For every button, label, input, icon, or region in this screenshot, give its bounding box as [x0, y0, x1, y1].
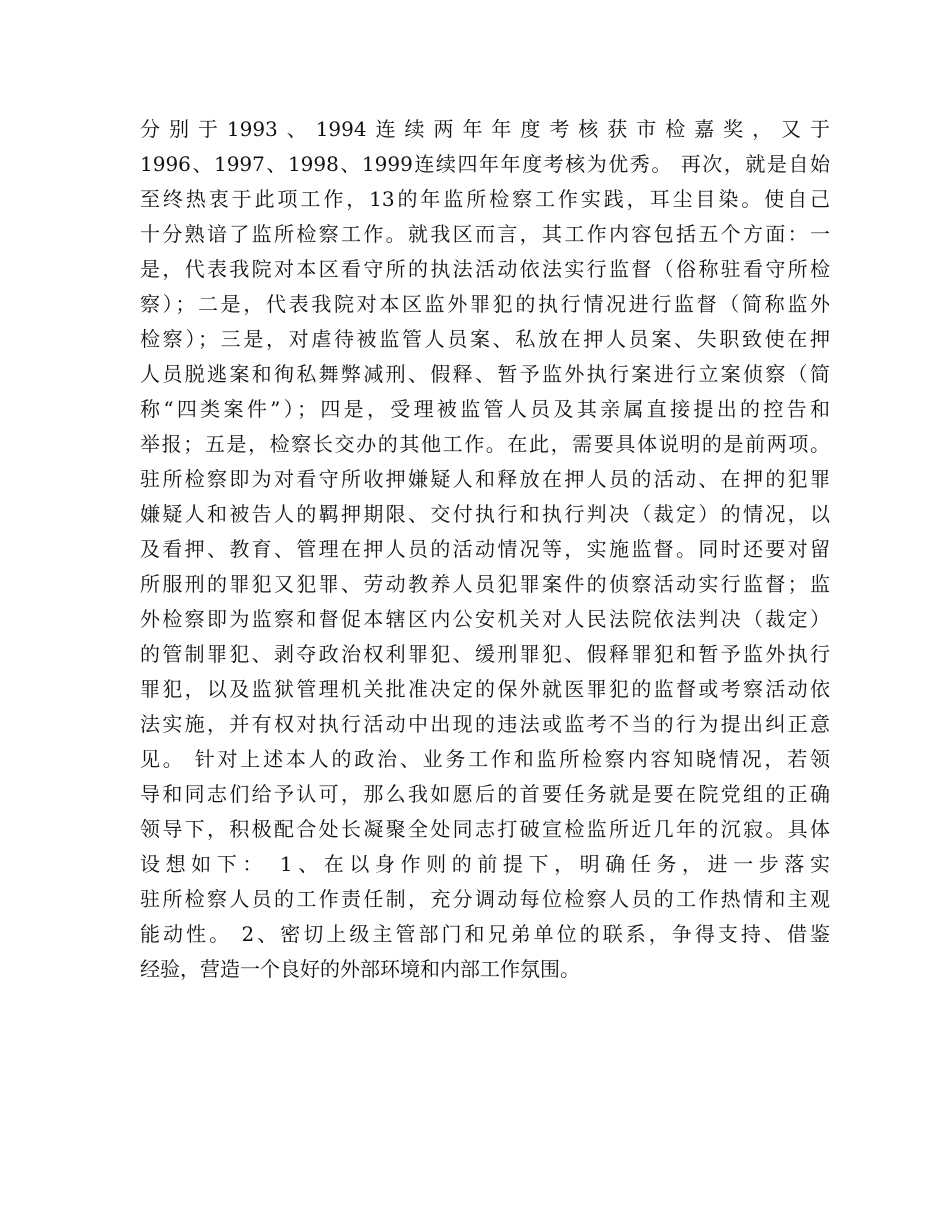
text-line: 是，代表我院对本区看守所的执法活动依法实行监督（俗称驻看守所检: [140, 257, 830, 281]
text-line: 罪犯，以及监狱管理机关批准决定的保外就医罪犯的监督或考察活动依: [140, 677, 830, 701]
text-line: 所服刑的罪犯又犯罪、劳动教养人员犯罪案件的侦察活动实行监督；监: [140, 572, 830, 596]
text-line: 举报；五是，检察长交办的其他工作。在此，需要具体说明的是前两项。: [140, 432, 830, 456]
text-line: 至终热衷于此项工作，13的年监所检察工作实践，耳尘目染。使自己: [140, 187, 830, 211]
text-line: 设想如下： 1、在以身作则的前提下，明确任务，进一步落实: [140, 852, 830, 876]
text-line: 法实施，并有权对执行活动中出现的违法或监考不当的行为提出纠正意: [140, 712, 830, 736]
body-text: [140, 112, 830, 987]
text-line: 称“四类案件”）；四是，受理被监管人员及其亲属直接提出的控告和: [140, 397, 830, 421]
text-line: 领导下，积极配合处长凝聚全处同志打破宣检监所近几年的沉寂。具体: [140, 817, 830, 841]
text-line: 检察）；三是，对虐待被监管人员案、私放在押人员案、失职致使在押: [140, 327, 830, 351]
text-line: 十分熟谙了监所检察工作。就我区而言，其工作内容包括五个方面：一: [140, 222, 830, 246]
text-line: 驻所检察即为对看守所收押嫌疑人和释放在押人员的活动、在押的犯罪: [140, 467, 830, 491]
text-line: 外检察即为监察和督促本辖区内公安机关对人民法院依法判决（裁定）: [140, 607, 830, 631]
text-line: 嫌疑人和被告人的羁押期限、交付执行和执行判决（裁定）的情况，以: [140, 502, 830, 526]
text-line: 的管制罪犯、剥夺政治权利罪犯、缓刑罪犯、假释罪犯和暂予监外执行: [140, 642, 830, 666]
text-line: 及看押、教育、管理在押人员的活动情况等，实施监督。同时还要对留: [140, 537, 830, 561]
text-line: 能动性。 2、密切上级主管部门和兄弟单位的联系，争得支持、借鉴: [140, 922, 830, 946]
text-line: 导和同志们给予认可，那么我如愿后的首要任务就是要在院党组的正确: [140, 782, 830, 806]
text-line: 见。 针对上述本人的政治、业务工作和监所检察内容知晓情况，若领: [140, 747, 830, 771]
text-line: 察）；二是，代表我院对本区监外罪犯的执行情况进行监督（简称监外: [140, 292, 830, 316]
text-line: 人员脱逃案和徇私舞弊减刑、假释、暂予监外执行案进行立案侦察（简: [140, 362, 830, 386]
text-line: 分别于1993、1994连续两年年度考核获市检嘉奖，又于: [140, 117, 830, 141]
text-line: 1996、1997、1998、1999连续四年年度考核为优秀。 再次，就是自始: [140, 152, 830, 176]
text-line: 驻所检察人员的工作责任制，充分调动每位检察人员的工作热情和主观: [140, 887, 830, 911]
text-line: 经验，营造一个良好的外部环境和内部工作氛围。: [140, 957, 580, 981]
